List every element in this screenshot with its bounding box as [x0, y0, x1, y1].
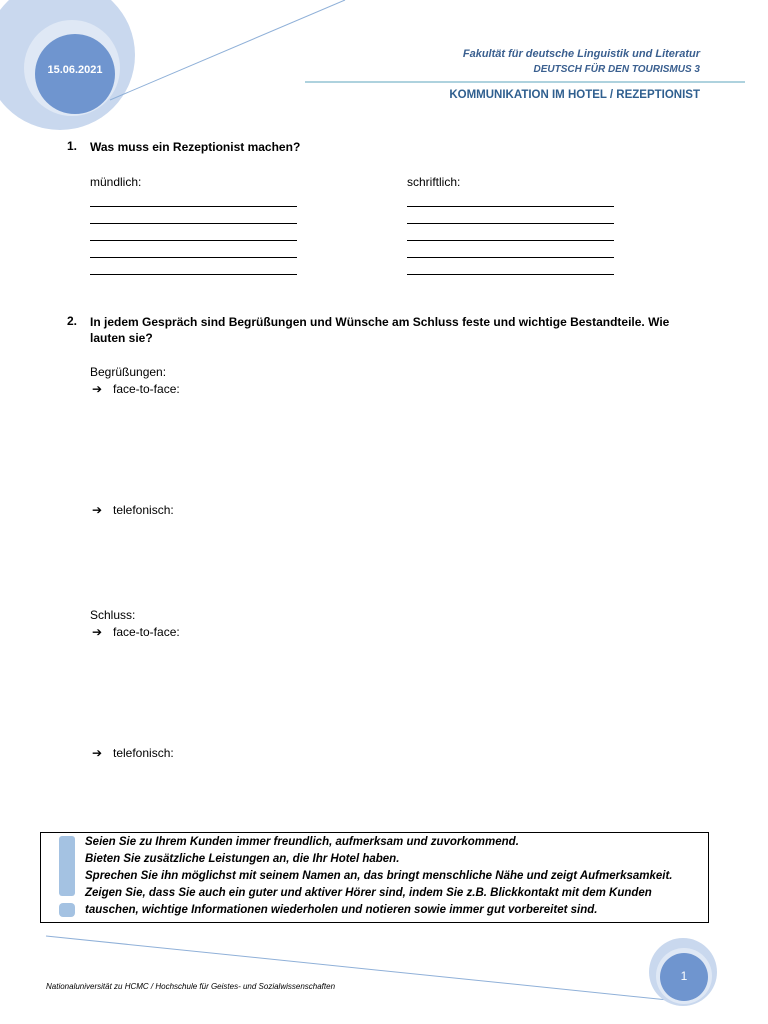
course-name: DEUTSCH FÜR DEN TOURISMUS 3 [533, 64, 700, 75]
footer-institution: Nationaluniversität zu HCMC / Hochschule für Geistes- und Sozialwissenschaften [46, 982, 336, 991]
question-1-number: 1. [67, 139, 78, 153]
question-2-text-line: lauten sie? [90, 331, 153, 345]
face-to-face-label: face-to-face: [113, 625, 180, 639]
oral-answer-line[interactable] [90, 257, 297, 258]
arrow-right-icon: ➔ [92, 746, 103, 760]
greetings-phone-row [92, 503, 174, 517]
written-answer-line[interactable] [407, 257, 614, 258]
written-answer-line[interactable] [407, 206, 614, 207]
tips-box [40, 832, 709, 923]
closing-label: Schluss: [90, 608, 136, 622]
arrow-right-icon: ➔ [92, 625, 103, 639]
question-1-text: Was muss ein Rezeptionist machen? [90, 140, 301, 154]
tip-line: Zeigen Sie, dass Sie auch ein guter und aktiver Hörer sind, indem Sie z.B. Blickkontakt mit dem Kunden [85, 887, 652, 899]
oral-answer-line[interactable] [90, 206, 297, 207]
oral-answer-line[interactable] [90, 223, 297, 224]
exclamation-icon [59, 836, 75, 896]
date-label: 15.06.2021 [47, 64, 103, 76]
tip-line: tauschen, wichtige Informationen wiederholen und notieren sowie immer gut vorbereitet sind. [85, 904, 598, 916]
faculty-name: Fakultät für deutsche Linguistik und Literatur [462, 48, 700, 60]
written-label: schriftlich: [407, 175, 461, 189]
written-answer-line[interactable] [407, 240, 614, 241]
closing-face-to-face-row [92, 625, 180, 639]
tip-line: Seien Sie zu Ihrem Kunden immer freundlich, aufmerksam und zuvorkommend. [85, 836, 519, 848]
tip-line: Bieten Sie zusätzliche Leistungen an, die Ihr Hotel haben. [85, 853, 400, 865]
face-to-face-label: face-to-face: [113, 382, 180, 396]
question-2-text-line: In jedem Gespräch sind Begrüßungen und Wünsche am Schluss feste und wichtige Bestandteile. Wie [90, 315, 670, 329]
phone-label: telefonisch: [113, 746, 174, 760]
arrow-right-icon: ➔ [92, 382, 103, 396]
oral-label: mündlich: [90, 175, 142, 189]
exclamation-dot-icon [59, 903, 75, 917]
greetings-face-to-face-row [92, 382, 180, 396]
written-answer-line[interactable] [407, 223, 614, 224]
greetings-label: Begrüßungen: [90, 365, 167, 379]
header-diagonal-line [110, 0, 345, 100]
question-2-text [90, 314, 700, 346]
question-2-number: 2. [67, 314, 78, 328]
page-number: 1 [680, 969, 688, 983]
oral-answer-line[interactable] [90, 240, 297, 241]
closing-phone-row [92, 746, 174, 760]
arrow-right-icon: ➔ [92, 503, 103, 517]
page-title: KOMMUNIKATION IM HOTEL / REZEPTIONIST [449, 89, 700, 101]
oral-answer-line[interactable] [90, 274, 297, 275]
phone-label: telefonisch: [113, 503, 174, 517]
tip-line: Sprechen Sie ihn möglichst mit seinem Namen an, das bringt menschliche Nähe und zeigt Aufmerksamkeit. [85, 870, 673, 882]
written-answer-line[interactable] [407, 274, 614, 275]
